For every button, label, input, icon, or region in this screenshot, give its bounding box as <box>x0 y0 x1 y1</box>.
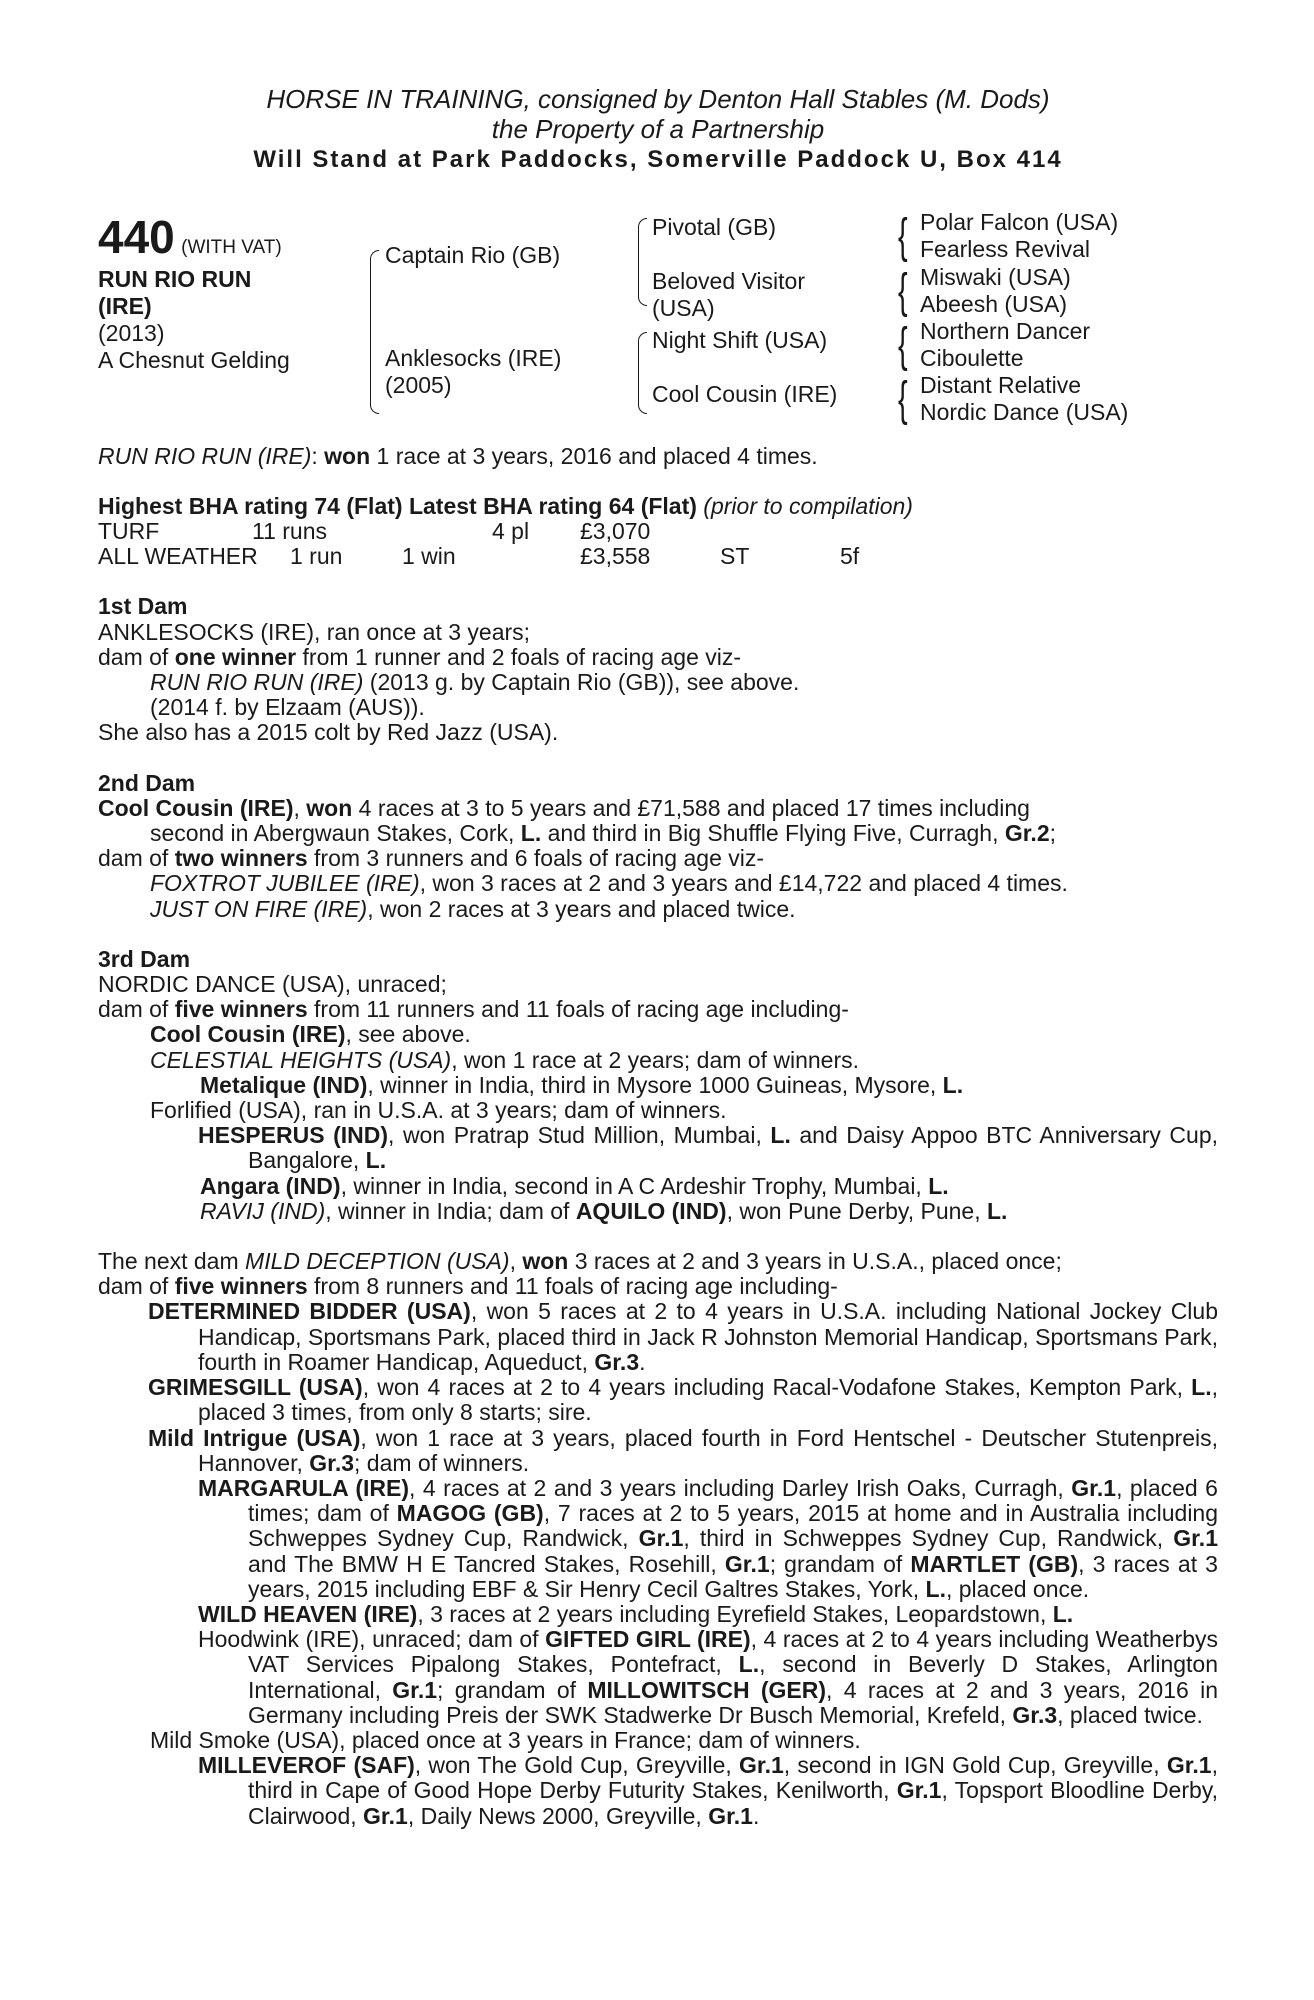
ancestor-1: Polar Falcon (USA) <box>920 209 1119 235</box>
horse-name-line2: (IRE) <box>98 293 152 319</box>
pedigree-bracket-2 <box>638 218 647 306</box>
ancestor-6: Ciboulette <box>920 345 1024 371</box>
ancestor-5: Northern Dancer <box>920 318 1091 344</box>
produce-item: FOXTROT JUBILEE (IRE), won 3 races at 2 and 3 years and £14,722 and placed 4 times. <box>150 870 1068 897</box>
owner-line: the Property of a Partnership <box>491 114 825 144</box>
next-dam-line: The next dam MILD DECEPTION (USA), won 3 races at 2 and 3 years in U.S.A., placed once; <box>98 1248 1062 1275</box>
location-line: Will Stand at Park Paddocks, Somerville Paddock U, Box 414 <box>253 146 1063 173</box>
produce-item: WILD HEAVEN (IRE), 3 races at 2 years including Eyrefield Stakes, Leopardstown, L. <box>198 1600 1074 1627</box>
sire: Captain Rio (GB) <box>385 242 561 268</box>
sire-dam-line2: (USA) <box>652 295 715 321</box>
dam-sire: Night Shift (USA) <box>652 327 828 353</box>
consignor-header <box>98 84 1218 176</box>
brace-2: { <box>898 265 908 318</box>
ancestor-4: Abeesh (USA) <box>920 291 1068 317</box>
horse-name-line1: RUN RIO RUN <box>98 266 252 292</box>
produce-item: Hoodwink (IRE), unraced; dam of GIFTED GIRL (IRE), 4 races at 2 to 4 years including Weatherbys VAT Services Pipalong Stakes, Pontefract, L., second in Beverly D Stakes, Arlington International, Gr.1; grandam of MILLOWITSCH (GER), 4 races at 2 and 3 years, 2016 in Germany including Preis der SWK Stadwerke Dr Busch Memorial, Krefeld, Gr.3, placed twice. <box>198 1626 1219 1728</box>
dam-dam: Cool Cousin (IRE) <box>652 381 838 407</box>
produce-item: JUST ON FIRE (IRE), won 2 races at 3 years and placed twice. <box>150 895 796 922</box>
sire-dam-line1: Beloved Visitor <box>652 268 805 294</box>
lot-number-row <box>98 211 282 271</box>
horse-description: A Chesnut Gelding <box>98 347 290 373</box>
produce-item: GRIMESGILL (USA), won 4 races at 2 to 4 years including Racal-Vodafone Stakes, Kempton Park, L., placed 3 times, from only 8 starts; sire. <box>148 1374 1218 1426</box>
produce-item: DETERMINED BIDDER (USA), won 5 races at 2 to 4 years in U.S.A. including National Jockey Club Handicap, Sportsmans Park, placed third in Jack R Johnston Memorial Handicap, Sportsmans Park, fourth in Roamer Handicap, Aqueduct, Gr.3. <box>148 1298 1218 1375</box>
produce-item: RAVIJ (IND), winner in India; dam of AQUILO (IND), won Pune Derby, Pune, L. <box>200 1197 1008 1224</box>
dam: Anklesocks (IRE) <box>385 345 562 371</box>
produce-item: (2014 f. by Elzaam (AUS)). <box>150 694 425 721</box>
pedigree-bracket-3 <box>638 332 647 414</box>
produce-item: Mild Smoke (USA), placed once at 3 years in France; dam of winners. <box>150 1726 861 1753</box>
summary-line: RUN RIO RUN (IRE): won 1 race at 3 years, 2016 and placed 4 times. <box>98 443 818 469</box>
second-dam-produce: dam of two winners from 3 runners and 6 foals of racing age viz- <box>98 845 765 872</box>
pedigree-bracket-1 <box>370 250 379 414</box>
produce-item: Metalique (IND), winner in India, third in Mysore 1000 Guineas, Mysore, L. <box>200 1071 964 1098</box>
ancestor-2: Fearless Revival <box>920 236 1090 262</box>
first-dam-note: She also has a 2015 colt by Red Jazz (USA). <box>98 719 559 746</box>
ratings-line: Highest BHA rating 74 (Flat) Latest BHA rating 64 (Flat) (prior to compilation) <box>98 493 913 520</box>
brace-4: { <box>898 373 908 426</box>
produce-item: MILLEVEROF (SAF), won The Gold Cup, Greyville, Gr.1, second in IGN Gold Cup, Greyville, Gr.1, third in Cape of Good Hope Derby Futurity Stakes, Kenilworth, Gr.1, Topsport Bloodline Derby, Clairwood, Gr.1, Daily News 2000, Greyville, Gr.1. <box>198 1752 1218 1829</box>
ancestor-7: Distant Relative <box>920 372 1082 398</box>
second-dam-title: 2nd Dam <box>98 769 196 796</box>
produce-item: RUN RIO RUN (IRE) (2013 g. by Captain Rio (GB)), see above. <box>150 669 800 696</box>
turf-record: TURF 11 runs 4 pl £3,070 <box>98 518 651 545</box>
third-dam-line: NORDIC DANCE (USA), unraced; <box>98 971 447 998</box>
produce-item: Forlified (USA), ran in U.S.A. at 3 years; dam of winners. <box>150 1097 727 1124</box>
all-weather-record: ALL WEATHER 1 run 1 win £3,558 ST 5f <box>98 543 860 570</box>
produce-item: Cool Cousin (IRE), see above. <box>150 1021 471 1048</box>
ancestor-3: Miswaki (USA) <box>920 264 1071 290</box>
produce-item: HESPERUS (IND), won Pratrap Stud Million, Mumbai, L. and Daisy Appoo BTC Anniversary Cup, Bangalore, L. <box>198 1122 1218 1174</box>
produce-item: Mild Intrigue (USA), won 1 race at 3 years, placed fourth in Ford Hentschel - Deutscher Stutenpreis, Hannover, Gr.3; dam of winners. <box>148 1424 1218 1476</box>
consignor-line: HORSE IN TRAINING, consigned by Denton Hall Stables (M. Dods) <box>266 84 1050 114</box>
lot-number: 440 <box>98 211 175 263</box>
sire-sire: Pivotal (GB) <box>652 214 776 240</box>
brace-1: { <box>898 210 908 263</box>
produce-item: MARGARULA (IRE), 4 races at 2 and 3 years including Darley Irish Oaks, Curragh, Gr.1, placed 6 times; dam of MAGOG (GB), 7 races at 2 to 5 years, 2015 at home and in Australia including Schweppes Sydney Cup, Randwick, Gr.1, third in Schweppes Sydney Cup, Randwick, Gr.1 and The BMW H E Tancred Stakes, Rosehill, Gr.1; grandam of MARTLET (GB), 3 races at 3 years, 2015 including EBF & Sir Henry Cecil Galtres Stakes, York, L., placed once. <box>198 1474 1219 1602</box>
first-dam-produce: dam of one winner from 1 runner and 2 foals of racing age viz- <box>98 643 742 670</box>
race-record <box>98 444 1218 1829</box>
catalogue-page <box>98 84 1218 1829</box>
ancestor-8: Nordic Dance (USA) <box>920 399 1129 425</box>
third-dam-produce: dam of five winners from 11 runners and 11 foals of racing age including- <box>98 996 849 1023</box>
second-dam-line: Cool Cousin (IRE), won 4 races at 3 to 5 years and £71,588 and placed 17 times including second in Abergwaun Stakes, Cork, L. and third in Big Shuffle Flying Five, Curragh, Gr.2; <box>98 794 1057 847</box>
dam-year: (2005) <box>385 372 452 398</box>
produce-item: Angara (IND), winner in India, second in A C Ardeshir Trophy, Mumbai, L. <box>200 1172 949 1199</box>
brace-3: { <box>898 319 908 372</box>
produce-item: CELESTIAL HEIGHTS (USA), won 1 race at 2 years; dam of winners. <box>150 1046 860 1073</box>
horse-year: (2013) <box>98 320 165 346</box>
next-dam-produce: dam of five winners from 8 runners and 11 foals of racing age including- <box>98 1273 838 1300</box>
first-dam-line: ANKLESOCKS (IRE), ran once at 3 years; <box>98 618 531 645</box>
vat-note: (WITH VAT) <box>181 237 282 258</box>
first-dam-title: 1st Dam <box>98 593 188 620</box>
pedigree-block <box>98 209 1218 444</box>
third-dam-title: 3rd Dam <box>98 945 191 972</box>
